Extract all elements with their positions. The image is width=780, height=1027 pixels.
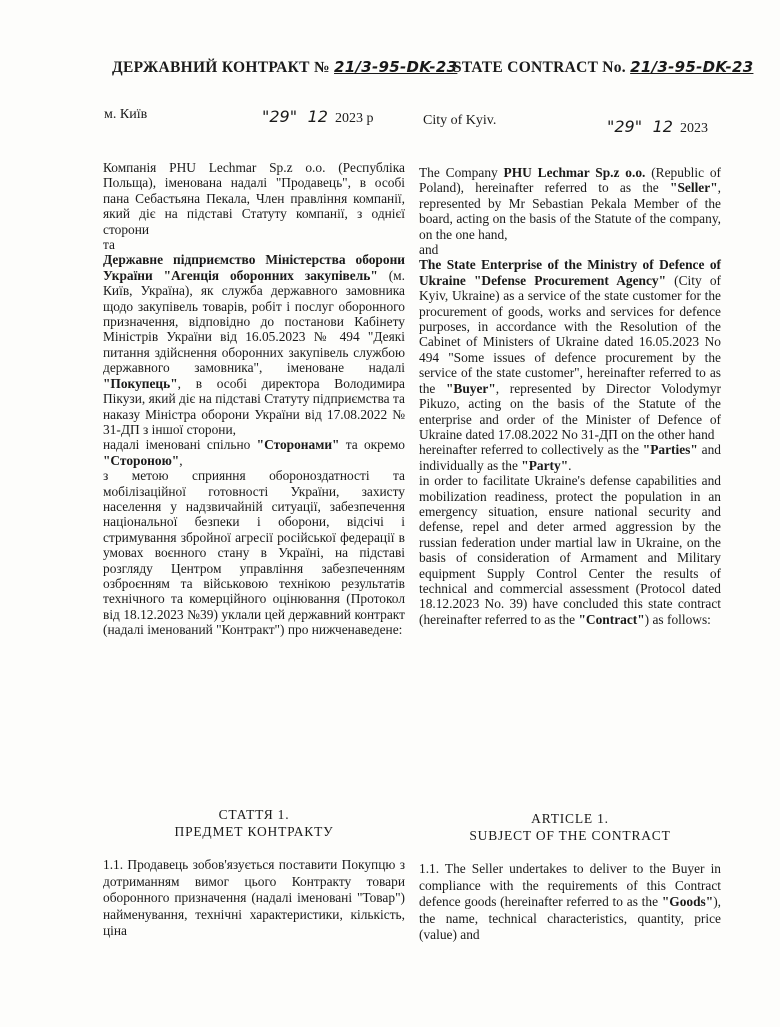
paragraph-purpose-en	[419, 473, 721, 627]
contract-term-en: "Contract"	[578, 611, 645, 627]
date-month-ua: 12	[307, 107, 328, 126]
parties-term-en: "Parties"	[642, 442, 698, 458]
parties-text-en: hereinafter referred to collectively as the	[419, 442, 643, 458]
title-en-label: STATE CONTRACT No.	[453, 59, 626, 76]
paragraph-purpose-ua: з метою сприяння обороноздатності та мобілізаційної готовності України, захисту населення у надзвичайній ситуації, забезпечення національної безпеки і оборони, відсічі і стримування збройної агресії російської федерації в умовах воєнного стану в Україні, на підставі розгляду Центром управління забезпеченням озброєнням та військовою технікою результатів технічного та комерційного оцінювання (Протокол від 18.12.2023 №39) уклали цей державний контракт (надалі іменований "Контракт") про нижченаведене:	[103, 468, 405, 638]
article-subtitle-ua: ПРЕДМЕТ КОНТРАКТУ	[174, 824, 334, 839]
date-day-ua: "29"	[262, 107, 298, 126]
seller-company-en: PHU Lechmar Sp.z o.o.	[503, 165, 646, 180]
article-subtitle-en: SUBJECT OF THE CONTRACT	[469, 828, 671, 843]
contract-title-ua	[112, 58, 457, 77]
parties-end-en: .	[568, 457, 572, 473]
clause-1-1-en	[419, 861, 721, 944]
buyer-term-ua: "Покупець"	[103, 375, 178, 391]
paragraph-seller-en	[419, 165, 721, 242]
title-ua-label: ДЕРЖАВНИЙ КОНТРАКТ №	[112, 59, 330, 76]
paragraph-and-en: and	[419, 242, 439, 258]
city-ua: м. Київ	[104, 107, 148, 122]
contract-number-ua: 21/3-95-DK-23	[334, 58, 458, 76]
buyer-name-en: The State Enterprise of the Ministry of Defence of Ukraine "Defense Procurement Agency"	[419, 257, 721, 288]
date-year-en: 2023	[679, 121, 708, 136]
article-heading-ua	[103, 806, 405, 840]
seller-intro-en: The Company	[419, 165, 504, 180]
article-title-ua: СТАТТЯ 1.	[218, 807, 290, 822]
seller-term-en: "Seller"	[670, 180, 718, 196]
date-ua	[262, 107, 373, 127]
contract-title-en	[453, 58, 753, 77]
preamble-ua	[103, 160, 405, 638]
clause-1-1-text-en: 1.1. The Seller undertakes to deliver to the Buyer in compliance with the requirements of this Contract defence goods (hereinafter referred to as the	[419, 861, 721, 909]
paragraph-seller-ua: Компанія PHU Lechmar Sp.z o.o. (Республіка Польща), іменована надалі "Продавець", в особі пана Себастьяна Пекала, Член правління компанії, який діє на підставі Статуту компанії, з однієї сторони	[103, 160, 405, 237]
purpose-end-en: ) as follows:	[644, 611, 711, 627]
clause-1-1-end-en: ), the name, technical characteristics, quantity, price (value) and	[419, 894, 721, 942]
parties-end-ua: ,	[179, 452, 183, 468]
paragraph-buyer-en	[419, 257, 721, 442]
clause-1-1-ua: 1.1. Продавець зобов'язується поставити Покупцю з дотриманням вимог цього Контракту товари оборонного призначення (надалі іменовані "Товар") найменування, технічні характеристики, кількість, ціна	[103, 857, 405, 938]
seller-text-en: (Republic of Poland), hereinafter referred to as the	[419, 165, 721, 196]
parties-text2-ua: та окремо	[339, 437, 405, 453]
seller-representative-en: , represented by Mr Sebastian Pekala Member of the board, acting on the basis of the Statute of the company, on the one hand,	[419, 180, 721, 242]
article-title-en: ARTICLE 1.	[531, 811, 609, 826]
buyer-description-en: (City of Kyiv, Ukraine) as a service of the state customer for the procurement of goods, works and services for defence purposes, in accordance with the Resolution of the Cabinet of Ministers of Ukraine dated 16.05.2023 No 494 "Some issues of defence procurement by the service of the state customer", hereinafter referred to as the	[419, 272, 721, 396]
party-term-ua: "Стороною"	[103, 452, 180, 468]
paragraph-parties-ua	[103, 437, 405, 468]
date-en	[607, 117, 708, 137]
place-date-row	[0, 103, 780, 136]
contract-number-en: 21/3-95-DK-23	[630, 58, 754, 76]
buyer-representative-ua: , в особі директора Володимира Пікузи, який діє на підставі Статуту підприємства та наказу Міністра оборони України від 17.08.2022 № 31-ДП з іншої сторони,	[103, 375, 405, 437]
party-term-en: "Party"	[521, 457, 569, 473]
article-heading-en	[419, 810, 721, 844]
city-en: City of Kyiv.	[423, 113, 497, 128]
preamble-en	[419, 165, 721, 627]
buyer-representative-en: , represented by Director Volodymyr Pikuzo, acting on the basis of the Statute of the enterprise and order of the Minister of Defence of Ukraine dated 17.08.2022 No 31-ДП on the other hand	[419, 380, 721, 442]
paragraph-buyer-ua	[103, 252, 405, 437]
date-year-ua: 2023 р	[334, 111, 374, 126]
goods-term-en: "Goods"	[661, 894, 714, 909]
contract-title-row	[0, 52, 780, 82]
buyer-term-en: "Buyer"	[445, 380, 496, 396]
parties-text2-en: and individually as the	[419, 442, 721, 473]
parties-text-ua: надалі іменовані спільно	[103, 437, 257, 453]
parties-term-ua: "Сторонами"	[256, 437, 340, 453]
date-month-en: 12	[652, 117, 673, 136]
paragraph-parties-en	[419, 442, 721, 473]
date-day-en: "29"	[607, 117, 643, 136]
paragraph-and-ua: та	[103, 237, 115, 253]
buyer-name-ua: Державне підприємство Міністерства оборони України "Агенція оборонних закупівель"	[103, 252, 405, 283]
purpose-text-en: in order to facilitate Ukraine's defense capabilities and mobilization readiness, protect the population in an emergency situation, ensure national security and defense, repel and deter armed aggression by the russian federation under martial law in Ukraine, on the basis of consideration of Armament and Military equipment Supply Control Center the results of technical and commercial assessment (Protocol dated 18.12.2023 No. 39) have concluded this state contract (hereinafter referred to as the	[419, 473, 721, 627]
buyer-description-ua: (м. Київ, Україна), як служба державного замовника щодо закупівель товарів, робіт і послуг оборонного призначення, відповідно до постанови Кабінету Міністрів України від 16.05.2023 № 494 "Деякі питання здійснення оборонних закупівель службою державного замовника", іменоване надалі	[103, 267, 405, 376]
